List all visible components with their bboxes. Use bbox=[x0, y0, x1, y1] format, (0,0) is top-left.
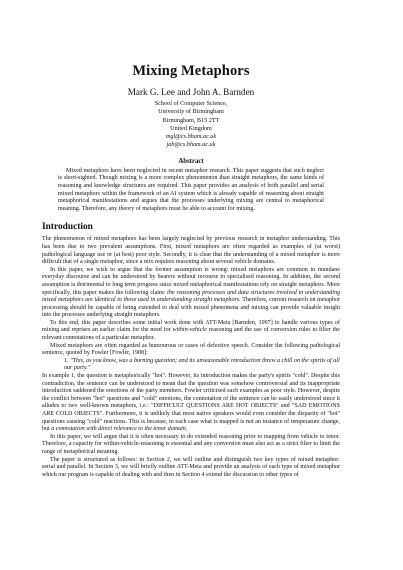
emphasis-text: within-vehicle bbox=[172, 327, 207, 334]
paragraph-text: reasoning and the use of conversion rules to filter the relevant connotations of a particular metaphor. bbox=[42, 327, 340, 342]
example-quote bbox=[64, 358, 340, 373]
abstract-heading: Abstract bbox=[178, 157, 204, 165]
author-email: mgl@cs.bham.ac.uk bbox=[165, 133, 217, 141]
emphasis-text: a connotation with direct relevance to the tenor domain. bbox=[51, 426, 188, 433]
paragraph: In this paper, we will argue that it is often necessary to do extended reasoning prior to mapping from vehicle to tenor. Therefore, a capacity for within-vehicle-reasoning is essential and any conversion must also act as a strict filter to limit the range of metaphorical meaning. bbox=[42, 433, 340, 455]
authors: Mark G. Lee and John A. Barnden bbox=[127, 87, 255, 97]
author-email: jab@cs.bham.ac.uk bbox=[166, 141, 216, 149]
claim-text: the reasoning processes and data structures involved in understanding mixed metaphors are identical to those used in understanding straight metaphors. bbox=[42, 289, 340, 304]
abstract-text: Mixed metaphors have been neglected in recent metaphor research. This paper suggests that such neglect is short-sighted. Though mixing is a more complex phenomenon than straight metaphors, the same kinds of reasoning and knowledge structures are required. This paper provides an analysis of both parallel and serial mixed metaphors within the framework of an AI system which is already capable of reasoning about straight metaphorical manifestations and argues that the processes underlying mixing are central to metaphorical meaning. Therefore, any theory of metaphors must be able to account for mixing. bbox=[58, 167, 324, 212]
paragraph bbox=[42, 320, 340, 343]
paragraph-text: Therefore, current research on metaphor processing should be capable of being extended to deal with mixed phenomena and mixing can provide valuable insight into the processes underlying straight metaphors. bbox=[42, 297, 340, 319]
paragraph: The paper is structured as follows: in Section 2, we will outline and distinguish two key types of mixed metaphor: serial and parallel. In Section 3, we will briefly outline ATT-Meta and provide an analysis of each type of mixed metaphor which our program is capable of dealing with and then in Section 4 extend the discussion to other types of bbox=[42, 456, 340, 478]
affiliation-line: School of Computer Science, bbox=[154, 100, 228, 107]
example-text: "This, as you know, was a burning question; and its unseasonable introduction threw a chill on the spirits of all our party." bbox=[64, 357, 340, 372]
paragraph: Mixed metaphors are often regarded as humourous or cases of defective speech. Consider the following pathological sentence, quoted by Fowler [Fowler, 1908]: bbox=[42, 342, 340, 357]
paragraph-text: To this end, this paper describes some initial work done with ATT-Meta [Barnden, 1997] to handle various types of mixing and reprises an earlier claim for the need for bbox=[42, 319, 340, 334]
paper-title: Mixing Metaphors bbox=[132, 63, 250, 79]
section-body bbox=[42, 236, 340, 479]
paragraph-text: In example 1, the question is metaphorically "hot". However, its introduction makes the party's spirits "cold". Despite this contradiction, the sentence can be understood to mean that the question was somehow controversial and its inappropriate introduction saddened the emotions of the party members. Fowler criticised such examples as poor style. However, despite the conflict between "hot" questions and "cold" emotions, the connotation of the sentence can be easily understood since it alludes to two well-known metaphors, i.e.: "DIFFICULT QUESTIONS ARE HOT OBJECTS" and "SAD EMOTIONS ARE COLD OBJECTS". Furthermore, it is unlikely that most native speakers would even consider the disparity of "hot" questions causing "cold" reactions. This is because, in each case what is mapped is not an instance of temperature change, but bbox=[42, 373, 340, 433]
affiliation-line: United Kingdom bbox=[170, 124, 212, 132]
paragraph-text: In this paper, we wish to argue that the former assumption is wrong: mixed metaphors are common in mundane everyday discourse and can be understood by hearers without recourse to specialised reasoning. In addition, the second assumption is detrimental to long term progress since mixed metaphorical manifestations rely on straight metaphors. More specifically, this paper makes the following claim: bbox=[42, 266, 340, 296]
affiliation-block bbox=[42, 100, 340, 150]
example-number: 1. bbox=[64, 357, 69, 364]
section-heading: Introduction bbox=[42, 222, 93, 233]
paragraph: The phenomenon of mixed metaphors has been largely neglected by previous research in metaphor understanding. This has been due to two prevalent assumptions. First, mixed metaphors are often regarded as examples of (at worst) pathological language use or (at best) poor style. Secondly, it is clear that the understanding of a mixed metaphor is more difficult that of a single metaphor, since a mix requires reasoning about several vehicle domains. bbox=[42, 236, 340, 266]
paragraph bbox=[42, 373, 340, 434]
affiliation-line: University of Birmingham bbox=[158, 108, 224, 116]
paragraph bbox=[42, 267, 340, 320]
affiliation-line: Birmingham, B15 2TT bbox=[162, 116, 220, 124]
